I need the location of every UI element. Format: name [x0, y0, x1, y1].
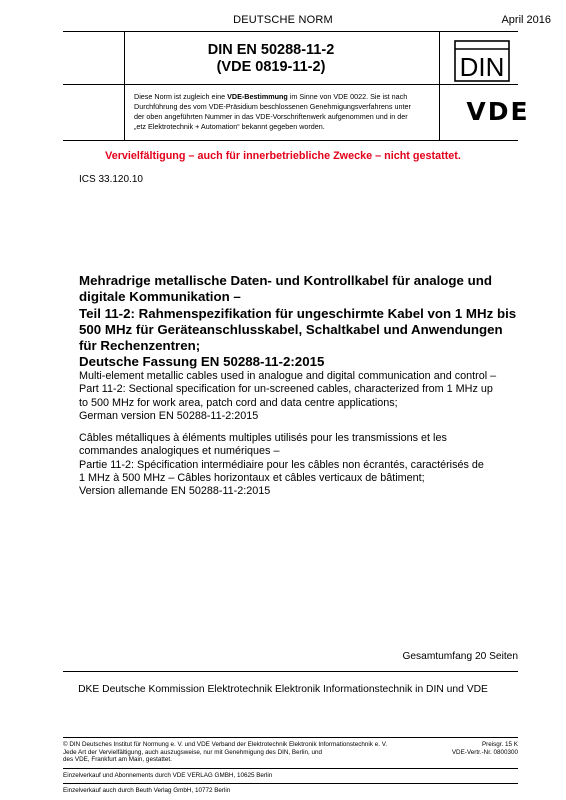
price-group: Preisgr. 15 K [481, 741, 518, 748]
standard-number-block [160, 42, 382, 76]
title-en-line: to 500 MHz for work area, patch cord and data centre applications; [79, 396, 398, 409]
title-french [79, 432, 529, 498]
title-de-line: Mehradrige metallische Daten- und Kontrollkabel für analoge und [79, 273, 493, 288]
vde-order-number: VDE-Vertr.-Nr. 0800300 [451, 748, 518, 756]
copyright-notice [63, 741, 393, 764]
price-info [388, 741, 518, 756]
publication-date: April 2016 [501, 14, 551, 26]
title-de-line: Teil 11-2: Rahmenspezifikation für ungeschirmte Kabel von 1 MHz bis [79, 305, 517, 321]
title-en-line: German version EN 50288-11-2:2015 [79, 409, 259, 422]
title-en-line: Multi-element metallic cables used in analogue and digital communication and control – [79, 370, 497, 382]
title-de-line: 500 MHz für Geräteanschlusskabel, Schaltkabel und Anwendungen [79, 321, 503, 337]
header-box-bottom-rule [63, 84, 518, 85]
left-column-rule [124, 31, 125, 140]
notice-box-bottom-rule [63, 140, 518, 141]
title-fr-line: 1 MHz à 500 MHz – Câbles horizontaux et câbles verticaux de bâtiment; [79, 471, 425, 484]
ics-code: ICS 33.120.10 [79, 174, 143, 185]
din-logo-text: DIN [459, 52, 505, 82]
header-rule [63, 31, 518, 32]
dke-top-rule [63, 671, 518, 672]
title-english [79, 370, 529, 423]
title-fr-line: commandes analogiques et numériques – [79, 445, 280, 458]
din-logo [454, 40, 510, 82]
notice-vde-bestimmung: VDE-Bestimmung [227, 92, 288, 101]
vde-number: (VDE 0819-11-2) [216, 59, 326, 75]
copyright-line: des VDE, Frankfurt am Main, gestattet. [63, 756, 172, 764]
standard-number: DIN EN 50288-11-2 [207, 42, 335, 58]
reproduction-warning: Vervielfältigung – auch für innerbetriebliche Zwecke – nicht gestattet. [105, 150, 461, 162]
title-german [79, 273, 529, 371]
sales-rule [63, 768, 518, 769]
title-de-line: für Rechenzentren; [79, 338, 201, 354]
document-series-label: DEUTSCHE NORM [233, 14, 333, 26]
vde-notice [134, 92, 437, 132]
title-fr-line: Câbles métalliques à éléments multiples utilisés pour les transmissions et les [79, 432, 447, 444]
title-fr-line: Partie 11-2: Spécification intermédiaire pour les câbles non écrantés, caractérisés de [79, 458, 484, 471]
sales-rule-2 [63, 783, 518, 784]
dke-commission: DKE Deutsche Kommission Elektrotechnik Elektronik Informationstechnik in DIN und VDE [78, 684, 488, 695]
title-fr-line: Version allemande EN 50288-11-2:2015 [79, 485, 271, 498]
footer-rule [63, 737, 518, 738]
sales-vde-verlag: Einzelverkauf und Abonnements durch VDE VERLAG GMBH, 10625 Berlin [63, 772, 273, 779]
sales-beuth-verlag: Einzelverkauf auch durch Beuth Verlag GmbH, 10772 Berlin [63, 787, 231, 794]
copyright-line: © DIN Deutsches Institut für Normung e. V. und VDE Verband der Elektrotechnik Elektronik Informationstechnik e. V. [63, 741, 388, 748]
notice-line2: Durchführung des vom VDE-Präsidium beschlossenen Genehmigungsverfahrens unter [134, 102, 411, 111]
notice-line1-start: Diese Norm ist zugleich eine [134, 92, 228, 101]
title-en-line: Part 11-2: Sectional specification for un-screened cables, characterized from 1 MHz up [79, 383, 493, 396]
title-de-line: Deutsche Fassung EN 50288-11-2:2015 [79, 354, 325, 370]
copyright-line: Jede Art der Vervielfältigung, auch auszugsweise, nur mit Genehmigung des DIN, Berlin, und [63, 748, 323, 756]
title-de-line: digitale Kommunikation – [79, 289, 241, 305]
notice-line4: „etz Elektrotechnik + Automation“ bekannt gegeben worden. [134, 122, 325, 131]
logo-column-rule [439, 31, 440, 140]
notice-line3: der oben angeführten Nummer in das VDE-Vorschriftenwerk aufgenommen und in der [134, 112, 408, 121]
vde-logo [452, 97, 544, 125]
total-pages: Gesamtumfang 20 Seiten [402, 651, 518, 662]
vde-logo-text: VDE [466, 97, 530, 125]
notice-line1-end: im Sinne von VDE 0022. Sie ist nach [287, 92, 408, 101]
